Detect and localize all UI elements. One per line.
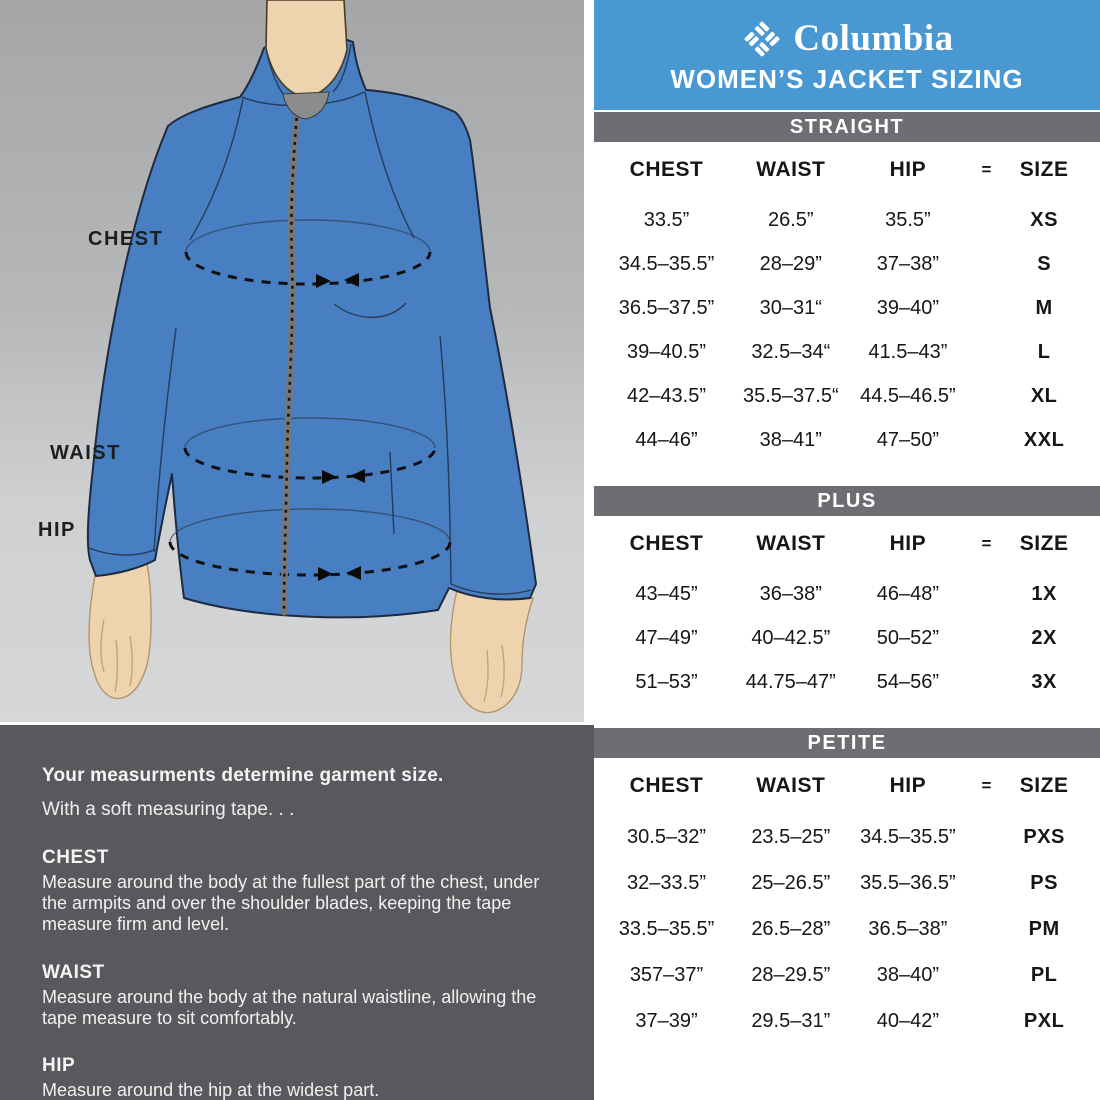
size-cell: PM xyxy=(1028,917,1060,940)
measurement-cell: 47–49” xyxy=(635,626,698,649)
brand-name: Columbia xyxy=(793,18,954,59)
measurement-cell: 26.5–28” xyxy=(751,917,831,940)
brand-header xyxy=(594,0,1100,110)
measurement-cell: 30.5–32” xyxy=(627,825,706,848)
size-cell: 1X xyxy=(1031,582,1057,605)
instruction-title: HIP xyxy=(42,1055,76,1077)
instruction-title: CHEST xyxy=(42,847,109,868)
size-cell: 3X xyxy=(1031,670,1057,693)
column-header: HIP xyxy=(889,774,927,797)
instruction-title: WAIST xyxy=(42,961,105,983)
size-tables xyxy=(594,112,1100,1044)
finger-lines xyxy=(101,620,504,702)
sizing-panel xyxy=(594,0,1100,1100)
hip-label: HIP xyxy=(38,519,76,541)
instruction-section-waist xyxy=(42,962,566,1029)
column-header: WAIST xyxy=(756,532,826,555)
column-header: WAIST xyxy=(756,158,826,181)
measurement-cell: 41.5–43” xyxy=(868,340,948,363)
instruction-text: Measure around the hip at the widest part. xyxy=(42,1080,380,1100)
table-row xyxy=(602,286,1080,330)
table-row xyxy=(602,814,1080,860)
measurement-cell: 42–43.5” xyxy=(627,384,706,407)
measurement-cell: 34.5–35.5” xyxy=(618,252,715,275)
measurement-cell: 33.5” xyxy=(643,208,690,231)
table-header-row xyxy=(602,142,1080,198)
size-table-petite xyxy=(594,758,1100,1044)
table-row xyxy=(602,418,1080,462)
measurement-cell: 44.75–47” xyxy=(745,670,836,693)
size-cell: XL xyxy=(1030,384,1058,407)
measurement-cell: 26.5” xyxy=(768,208,814,231)
measurement-cell: 35.5–37.5“ xyxy=(742,384,839,407)
guide-heading: Your measurments determine garment size. xyxy=(42,765,444,786)
size-cell: XXL xyxy=(1023,428,1065,451)
column-header: SIZE xyxy=(1019,532,1069,555)
measurement-cell: 36.5–37.5” xyxy=(618,296,715,319)
size-cell: S xyxy=(1037,252,1052,275)
section-header-straight xyxy=(594,112,1100,142)
section-header-plus xyxy=(594,486,1100,516)
measurement-cell: 357–37” xyxy=(629,963,704,986)
measurement-cell: 54–56” xyxy=(876,670,940,693)
columbia-logo-icon xyxy=(740,19,784,59)
column-header: = xyxy=(981,776,992,795)
size-cell: M xyxy=(1035,296,1053,319)
column-header: HIP xyxy=(889,532,927,555)
size-cell: PS xyxy=(1030,871,1058,894)
measurement-cell: 35.5” xyxy=(885,208,931,231)
size-cell: 2X xyxy=(1031,626,1057,649)
measurement-cell: 36.5–38” xyxy=(868,917,948,940)
chest-label: CHEST xyxy=(88,228,164,250)
measurement-cell: 46–48” xyxy=(876,582,940,605)
measurement-cell: 36–38” xyxy=(759,582,822,605)
measurement-cell: 39–40” xyxy=(876,296,940,319)
column-header: CHEST xyxy=(629,532,704,555)
table-header-row xyxy=(602,516,1080,572)
measurement-cell: 29.5–31” xyxy=(751,1009,831,1032)
column-header: = xyxy=(981,160,992,179)
page-title: WOMEN’S JACKET SIZING xyxy=(670,64,1024,94)
measurement-cell: 44–46” xyxy=(635,428,698,451)
measurement-cell: 39–40.5” xyxy=(627,340,706,363)
size-cell: XS xyxy=(1030,208,1058,231)
measurement-cell: 47–50” xyxy=(876,428,940,451)
measurement-cell: 37–39” xyxy=(635,1009,698,1032)
instruction-text: Measure around the body at the natural waistline, allowing the tape measure to sit comfortably. xyxy=(42,986,537,1028)
brand-row xyxy=(740,17,953,60)
column-header: SIZE xyxy=(1019,158,1069,181)
column-header: SIZE xyxy=(1019,774,1069,797)
size-cell: L xyxy=(1037,340,1051,363)
size-cell: PL xyxy=(1030,963,1058,986)
measurement-cell: 28–29” xyxy=(759,252,822,275)
measurement-cell: 50–52” xyxy=(876,626,940,649)
size-cell: PXS xyxy=(1023,825,1065,848)
measurement-cell: 28–29.5” xyxy=(751,963,831,986)
section-title: PLUS xyxy=(817,489,877,512)
measurement-cell: 44.5–46.5” xyxy=(860,384,956,407)
measurement-cell: 40–42.5” xyxy=(751,626,831,649)
measurement-cell: 38–40” xyxy=(876,963,940,986)
jacket-diagram xyxy=(0,0,584,722)
measurement-cell: 32–33.5” xyxy=(627,871,706,894)
table-row xyxy=(602,330,1080,374)
measurement-cell: 33.5–35.5” xyxy=(618,917,715,940)
section-title: PETITE xyxy=(807,731,887,754)
table-row xyxy=(602,374,1080,418)
measurement-cell: 38–41” xyxy=(759,428,822,451)
measuring-instructions-panel xyxy=(0,722,594,1100)
column-header: CHEST xyxy=(629,158,704,181)
table-row xyxy=(602,860,1080,906)
table-row xyxy=(602,242,1080,286)
table-row xyxy=(602,616,1080,660)
guide-subheading: With a soft measuring tape. . . xyxy=(42,799,295,820)
column-header: CHEST xyxy=(629,774,704,797)
table-row xyxy=(602,906,1080,952)
measurement-cell: 35.5–36.5” xyxy=(860,871,956,894)
instruction-section-chest xyxy=(42,847,566,936)
column-header: WAIST xyxy=(756,774,826,797)
measurement-cell: 25–26.5” xyxy=(751,871,831,894)
table-row xyxy=(602,952,1080,998)
instruction-text: Measure around the body at the fullest part of the chest, under the armpits and over the shoulder blades, keeping the tape measure firm and level. xyxy=(42,872,540,935)
table-row xyxy=(602,998,1080,1044)
table-row xyxy=(602,198,1080,242)
size-cell: PXL xyxy=(1023,1009,1065,1032)
measurement-cell: 34.5–35.5” xyxy=(860,825,956,848)
measurement-cell: 40–42” xyxy=(876,1009,940,1032)
section-header-petite xyxy=(594,728,1100,758)
column-header: HIP xyxy=(889,158,927,181)
instruction-section-hip xyxy=(42,1055,566,1100)
waist-label: WAIST xyxy=(50,442,121,464)
section-title: STRAIGHT xyxy=(789,115,905,138)
measurement-cell: 23.5–25” xyxy=(751,825,831,848)
column-header: = xyxy=(981,534,992,553)
measurement-cell: 51–53” xyxy=(635,670,698,693)
measurement-cell: 32.5–34“ xyxy=(751,340,831,363)
table-row xyxy=(602,660,1080,704)
measurement-cell: 43–45” xyxy=(635,582,698,605)
size-table-straight xyxy=(594,142,1100,486)
measurement-cell: 30–31“ xyxy=(759,296,822,319)
size-table-plus xyxy=(594,516,1100,728)
measurement-cell: 37–38” xyxy=(876,252,940,275)
table-header-row xyxy=(602,758,1080,814)
table-row xyxy=(602,572,1080,616)
measurement-illustration-panel xyxy=(0,0,584,722)
